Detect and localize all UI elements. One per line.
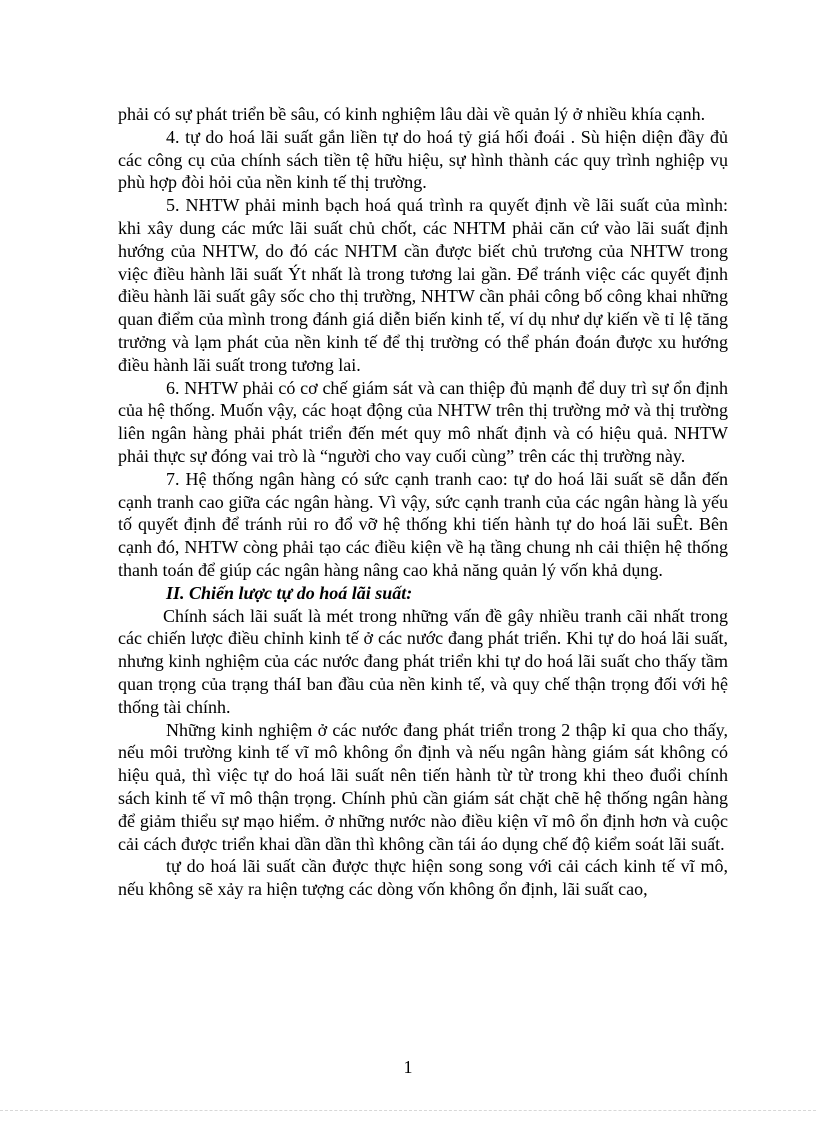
paragraph-item-5: 5. NHTW phải minh bạch hoá quá trình ra quyết định về lãi suất của mình: khi xây dung các mức lãi suất chủ chốt, các NHTM phải căn cứ vào lãi suất định hướng của NHTW, do đó các NHTM cần được biết chủ trương của NHTW trong việc điều hành lãi suất Ýt nhất là trong tương lai gần. Để tránh việc các quyết định điều hành lãi suất gây sốc cho thị trường, NHTW cần phải công bố công khai những quan điểm của mình trong đánh giá diễn biến kinh tế, ví dụ như dự kiến về tỉ lệ tăng trưởng và lạm phát của nền kinh tế để thị trường có thể phán đoán được xu hướng điều hành lãi suất trong tương lai. [118, 195, 728, 375]
page-bottom-divider [0, 1110, 816, 1111]
page-number: 1 [403, 1057, 413, 1077]
section-paragraph-2: Những kinh nghiệm ở các nước đang phát triển trong 2 thập kỉ qua cho thấy, nếu môi trường kinh tế vĩ mô không ổn định và nếu ngân hàng giám sát không có hiệu quả, thì việc tự do hoá lãi suất nên tiến hành từ từ trong khi theo đuổi chính sách kinh tế vĩ mô thận trọng. Chính phủ cần giám sát chặt chẽ hệ thống ngân hàng để giảm thiểu sự mạo hiểm. ở những nước nào điều kiện vĩ mô ổn định hơn và cuộc cải cách được triển khai dần dần thì không cần tái áo dụng chế độ kiểm soát lãi suất. [118, 719, 728, 854]
body-text [118, 103, 728, 901]
paragraph-item-4: 4. tự do hoá lãi suất gắn liền tự do hoá tỷ giá hối đoái . Sù hiện diện đầy đủ các công cụ của chính sách tiền tệ hữu hiệu, sự hình thành các quy trình nghiệp vụ phù hợp đòi hỏi của nền kinh tế thị trường. [118, 126, 728, 193]
section-heading: II. Chiến lược tự do hoá lãi suất: [166, 582, 413, 603]
paragraph-item-7: 7. Hệ thống ngân hàng có sức cạnh tranh cao: tự do hoá lãi suất sẽ dẫn đến cạnh tranh cao giữa các ngân hàng. Vì vậy, sức cạnh tranh của các ngân hàng là yếu tố quyết định để tránh rủi ro đổ vỡ hệ thống khi tiến hành tự do hoá lãi suÊt. Bên cạnh đó, NHTW còng phải tạo các điều kiện về hạ tầng chung nh cải thiện hệ thống thanh toán để giúp các ngân hàng nâng cao khả năng quản lý vốn khả dụng. [118, 468, 728, 580]
paragraph-item-6: 6. NHTW phải có cơ chế giám sát và can thiệp đủ mạnh để duy trì sự ổn định của hệ thống. Muốn vậy, các hoạt động của NHTW trên thị trường mở và thị trường liên ngân hàng phải phát triển đến mét quy mô nhất định và có hiệu quả. NHTW phải thực sự đóng vai trò là “người cho vay cuối cùng” trên các thị trường này. [118, 377, 728, 466]
section-paragraph-1: Chính sách lãi suất là mét trong những vấn đề gây nhiều tranh cãi nhất trong các chiến lược điều chỉnh kinh tế ở các nước đang phát triển. Khi tự do hoá lãi suất, nhưng kinh nghiệm của các nước đang phát triển khi tự do hoá lãi suất cho thấy tầm quan trọng của trạng tháI ban đầu của nền kinh tế, và quy chế thận trọng đối với hệ thống tài chính. [118, 605, 728, 717]
paragraph-continuation: phải có sự phát triển bề sâu, có kinh nghiệm lâu dài về quản lý ở nhiều khía cạnh. [118, 104, 706, 124]
section-paragraph-3: tự do hoá lãi suất cần được thực hiện song song với cải cách kinh tế vĩ mô, nếu không sẽ xảy ra hiện tượng các dòng vốn không ổn định, lãi suất cao, [118, 856, 728, 900]
